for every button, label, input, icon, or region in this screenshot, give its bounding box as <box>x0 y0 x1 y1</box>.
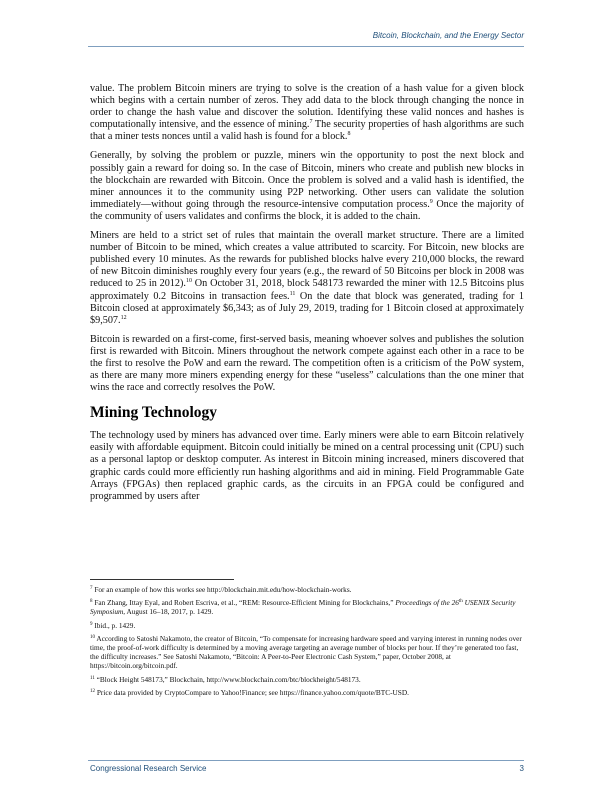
footnote-ref-7[interactable]: 7 <box>309 119 313 126</box>
header-rule <box>88 46 524 47</box>
footnotes <box>90 585 524 701</box>
footnote-9: $^9$ Ibid., p. 1429. <box>90 620 136 630</box>
page-number: 3 <box>519 764 524 773</box>
footnote-8: $^8$ Fan Zhang, Ittay Eyal, and Robert Escriva, et al., “REM: Resource-Efficient Mining for Blockchains,” Proceedings of the 26th USENIX Security Symposium, August 16–18, 2017, p. 1429. <box>90 598 516 617</box>
footer-rule <box>88 760 524 761</box>
running-header-title: Bitcoin, Blockchain, and the Energy Sector <box>372 31 524 40</box>
footnote-10: $^{10}$ According to Satoshi Nakamoto, the creator of Bitcoin, “To compensate for increasing hardware speed and varying interest in running nodes over time, the proof-of-work difficulty is determined by a moving average targeting an average number of blocks per hour. If they’re generated too fast, the difficulty increases.” See Satoshi Nakamoto, “Bitcoin: A Peer-to-Peer Electronic Cash System,” paper, October 2008, at https://bitcoin.org/bitcoin.pdf. <box>90 633 522 671</box>
footnote-ref-10[interactable]: 10 <box>185 278 192 285</box>
paragraph-5: The technology used by miners has advanced over time. Early miners were able to earn Bitcoin relatively easily with affordable equipment. Bitcoin could initially be mined on a central processing unit (CPU) such as a personal laptop or desktop computer. As interest in Bitcoin mining increased, miners discovered that graphic cards could more efficiently run hashing algorithms and aid in mining. Field Programmable Gate Arrays (FPGAs) then replaced graphic cards, as the circuits in an FPGA could be configured and programmed by users after <box>90 430 524 502</box>
footnote-11: $^{11}$ “Block Height 548173,” Blockchain, http://www.blockchain.com/btc/blockheight/548173. <box>90 674 361 684</box>
footnote-separator <box>90 579 234 580</box>
paragraph-1: value. The problem Bitcoin miners are trying to solve is the creation of a hash value for a given block which begins with a certain number of zeros. They add data to the block through changing the nonce in order to change the hash value and discover the solution. Identifying these valid nonces and hashes is computationally intensive, and the essence of mining.$^7$ The security properties of hash algorithms are such that a miner tests nonces until a valid hash is found for a block.$^8$ <box>90 83 525 143</box>
footnote-ref-12[interactable]: 12 <box>120 314 127 321</box>
footnote-ref-9[interactable]: 9 <box>429 198 433 205</box>
footer-publisher: Congressional Research Service <box>90 764 207 773</box>
body-text <box>90 83 524 510</box>
paragraph-3: Miners are held to a strict set of rules that maintain the overall market structure. There are a limited number of Bitcoin to be mined, which creates a value attributed to scarcity. For Bitcoin, new blocks are published every 10 minutes. As the rewards for published blocks halve every 210,000 blocks, the reward of new Bitcoin diminishes roughly every four years (e.g., the reward of 50 Bitcoins per block in 2008 was reduced to 25 in 2012).$^{10}$ On October 31, 2018, block 548173 rewarded the miner with 12.5 Bitcoins plus approximately 0.2 Bitcoins in transaction fees.$^{11}$ On the date that block was generated, trading for 1 Bitcoin closed at approximately $6,343; as of July 29, 2019, trading for 1 Bitcoin closed at approximately $9,507.12 <box>90 230 524 326</box>
section-heading: Mining Technology <box>90 404 218 422</box>
paragraph-2: Generally, by solving the problem or puzzle, miners win the opportunity to post the next block and possibly gain a reward for doing so. In the case of Bitcoin, miners who create and publish new blocks in the blockchain are rewarded with Bitcoin. Once the problem is solved and a valid hash is identified, the miner announces it to the community using P2P networking. Other users can validate the solution immediately—without going through the resource-intensive computation process.$^9$ Once the majority of the community of users validates and confirms the block, it is added to the chain. <box>90 150 524 222</box>
footnote-ref-8[interactable]: 8 <box>347 131 351 138</box>
footnote-7: $^7$ For an example of how this works see http://blockchain.mit.edu/how-blockchain-works. <box>90 585 352 594</box>
paragraph-4: Bitcoin is rewarded on a first-come, first-served basis, meaning whoever solves and publishes the solution first is rewarded with Bitcoin. Miners throughout the network compete against each other in a race to be the first to resolve the PoW and earn the reward. The competition often is a criticism of the PoW system, as there are many more miners expending energy for these “useless” calculations than the one miner that wins the race and correctly resolves the PoW. <box>90 333 524 394</box>
footnote-12: $^{12}$ Price data provided by CryptoCompare to Yahoo!Finance; see https://finance.yahoo.com/quote/BTC-USD. <box>90 687 409 697</box>
footnote-ref-11[interactable]: 11 <box>289 290 296 297</box>
